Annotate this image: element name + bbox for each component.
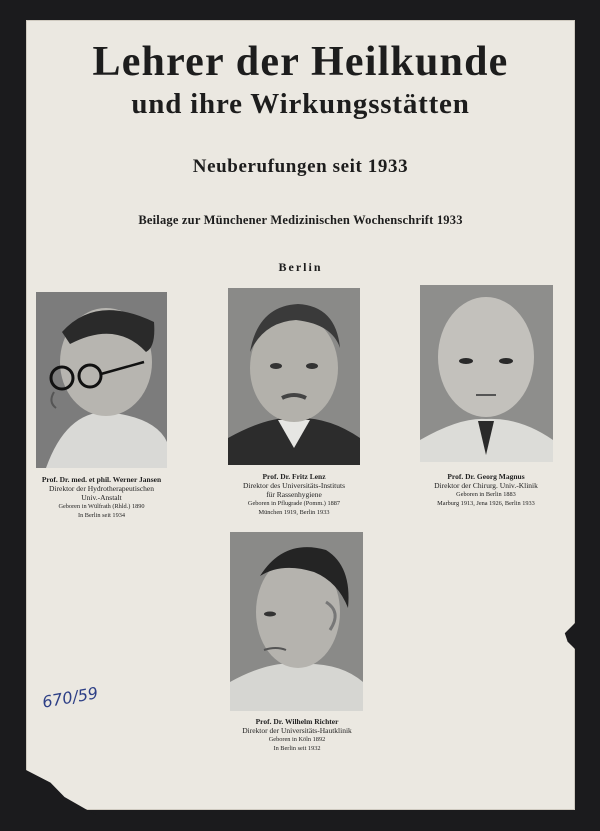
caption-richter xyxy=(222,717,372,753)
role-lenz-2: für Rassenhygiene xyxy=(266,490,322,499)
role-richter-1: Direktor der Universitäts-Hautklinik xyxy=(242,726,352,735)
caption-lenz xyxy=(216,472,372,517)
bio-jansen-1: Geboren in Wülfrath (Rhld.) 1890 xyxy=(58,503,145,510)
document-sheet xyxy=(26,20,575,810)
portrait-lenz xyxy=(228,288,360,465)
portrait-richter xyxy=(230,532,363,711)
portrait-richter-image xyxy=(230,532,363,711)
handwritten-inventory-number: 670/59 xyxy=(40,683,100,712)
bio-magnus-1: Geboren in Berlin 1883 xyxy=(456,491,516,498)
role-jansen-1: Direktor der Hydrotherapeutischen xyxy=(49,484,154,493)
role-lenz-1: Direktor des Universitäts-Instituts xyxy=(242,481,346,490)
name-magnus: Prof. Dr. Georg Magnus xyxy=(447,472,525,481)
portrait-magnus-image xyxy=(420,285,553,462)
name-jansen: Prof. Dr. med. et phil. Werner Jansen xyxy=(41,475,162,484)
bio-jansen-2: In Berlin seit 1934 xyxy=(77,512,126,519)
caption-jansen xyxy=(26,475,177,520)
name-richter: Prof. Dr. Wilhelm Richter xyxy=(255,717,339,726)
bio-lenz-1: Geboren in Pflugrade (Pomm.) 1887 xyxy=(247,500,341,507)
role-magnus-1: Direktor der Chirurg. Univ.-Klinik xyxy=(434,481,538,490)
name-lenz: Prof. Dr. Fritz Lenz xyxy=(262,472,326,481)
bio-lenz-2: München 1919, Berlin 1933 xyxy=(258,509,330,516)
portrait-jansen-image xyxy=(36,292,167,468)
document-title: Lehrer der Heilkunde xyxy=(92,39,509,85)
document-heading: Neuberufungen seit 1933 xyxy=(192,156,409,177)
portrait-jansen xyxy=(36,292,167,468)
bio-richter-1: Geboren in Köln 1892 xyxy=(268,736,326,743)
city-label: Berlin xyxy=(278,260,323,274)
bio-magnus-2: Marburg 1913, Jena 1926, Berlin 1933 xyxy=(437,500,535,507)
bio-richter-2: In Berlin seit 1932 xyxy=(273,745,321,752)
role-jansen-2: Univ.-Anstalt xyxy=(81,493,122,502)
supplement-line: Beilage zur Münchener Medizinischen Wochenschrift 1933 xyxy=(138,213,463,227)
document-subtitle: und ihre Wirkungsstätten xyxy=(131,88,470,120)
portrait-magnus xyxy=(420,285,553,462)
caption-magnus xyxy=(412,472,560,508)
portrait-lenz-image xyxy=(228,288,360,465)
